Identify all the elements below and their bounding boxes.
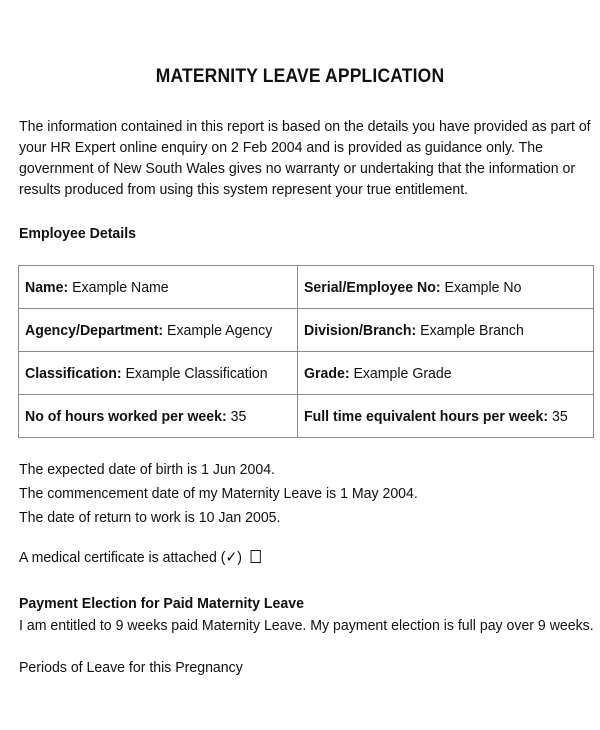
date-line: The commencement date of my Maternity Leave is 1 May 2004. xyxy=(19,485,418,502)
payment-text: I am entitled to 9 weeks paid Maternity Leave. My payment election is full pay over 9 weeks. xyxy=(19,617,594,634)
field-label: Serial/Employee No: xyxy=(303,278,441,296)
field-label: Name: xyxy=(25,278,69,296)
date-line: The expected date of birth is 1 Jun 2004. xyxy=(19,461,275,478)
table-row xyxy=(19,266,594,309)
table-cell-division xyxy=(297,309,594,352)
periods-of-leave-heading xyxy=(19,656,260,680)
table-cell-fte-hours xyxy=(297,395,594,438)
table-row xyxy=(19,309,594,352)
intro-line: government of New South Wales gives no warranty or undertaking that the information or xyxy=(19,160,576,177)
table-cell-agency xyxy=(19,309,298,352)
table-cell-hours-per-week xyxy=(19,395,298,438)
table-row xyxy=(19,352,594,395)
field-value: Example No xyxy=(440,278,522,296)
employee-details-heading: Employee Details xyxy=(19,225,136,242)
field-value: Example Branch xyxy=(416,321,524,339)
field-label: Division/Branch: xyxy=(303,321,417,339)
intro-line: your HR Expert online enquiry on 2 Feb 2004 and is provided as guidance only. The xyxy=(19,139,543,156)
field-label: Full time equivalent hours per week: xyxy=(303,407,548,425)
medical-certificate-line xyxy=(19,546,279,570)
table-cell-classification xyxy=(19,352,298,395)
periods-of-leave-text: Periods of Leave for this Pregnancy xyxy=(19,659,243,676)
field-value: Example Name xyxy=(68,278,169,296)
dates-paragraph xyxy=(19,458,448,530)
medical-certificate-text: A medical certificate is attached (✓) xyxy=(19,549,243,566)
intro-paragraph xyxy=(19,116,589,200)
intro-line: The information contained in this report is based on the details you have provided as part of xyxy=(19,118,591,135)
field-value: 35 xyxy=(547,407,568,425)
field-value: Example Agency xyxy=(163,321,273,339)
table-row xyxy=(19,395,594,438)
field-value: Example Grade xyxy=(349,364,452,382)
table-cell-grade xyxy=(297,352,594,395)
intro-line: results produced from using this system represent your true entitlement. xyxy=(19,181,469,198)
payment-election-heading: Payment Election for Paid Maternity Leave xyxy=(19,595,304,612)
field-label: Classification: xyxy=(25,364,122,382)
field-label: Agency/Department: xyxy=(25,321,164,339)
table-cell-name xyxy=(19,266,298,309)
field-label: No of hours worked per week: xyxy=(25,407,227,425)
date-line: The date of return to work is 10 Jan 2005. xyxy=(19,509,281,526)
field-value: 35 xyxy=(226,407,247,425)
field-label: Grade: xyxy=(303,364,350,382)
field-value: Example Classification xyxy=(121,364,268,382)
checkbox-icon xyxy=(250,550,260,563)
employee-details-table xyxy=(18,265,594,438)
document-title: MATERNITY LEAVE APPLICATION xyxy=(155,66,445,87)
table-cell-serial-no xyxy=(297,266,594,309)
payment-paragraph xyxy=(19,614,600,638)
